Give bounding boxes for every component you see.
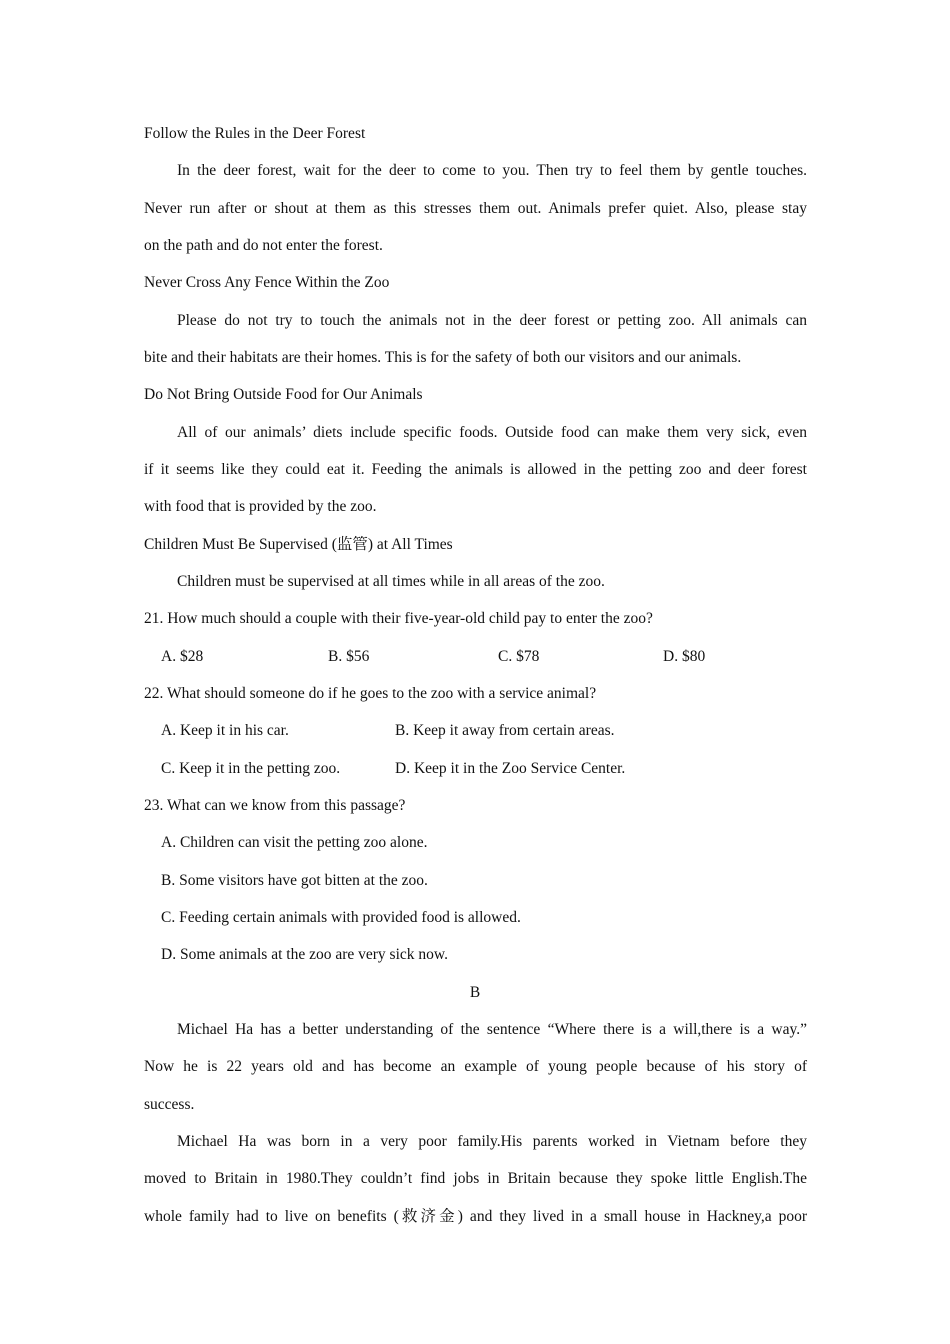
question-23-stem: 23. What can we know from this passage? <box>144 797 406 814</box>
section-heading-children: Children Must Be Supervised (监管) at All Times <box>144 536 453 553</box>
paragraph-line: All of our animals’ diets include specific foods. Outside food can make them very sick, even <box>177 424 807 441</box>
question-21-stem: 21. How much should a couple with their five-year-old child pay to enter the zoo? <box>144 610 653 627</box>
paragraph-line: bite and their habitats are their homes. This is for the safety of both our visitors and our animals. <box>144 349 742 366</box>
paragraph-line: on the path and do not enter the forest. <box>144 237 383 254</box>
paragraph-line: whole family had to live on benefits (救济金) and they lived in a small house in Hackney,a poor <box>144 1208 807 1225</box>
paragraph-line: In the deer forest, wait for the deer to come to you. Then try to feel them by gentle touches. <box>177 162 807 179</box>
paragraph-line: if it seems like they could eat it. Feeding the animals is allowed in the petting zoo and deer forest <box>144 461 807 478</box>
question-23-option-c: C. Feeding certain animals with provided food is allowed. <box>161 909 521 926</box>
question-22-option-c: C. Keep it in the petting zoo. <box>161 760 341 777</box>
section-b-heading: B <box>469 984 481 1001</box>
question-21-option-b: B. $56 <box>328 648 370 665</box>
paragraph-line: Children must be supervised at all times while in all areas of the zoo. <box>177 573 605 590</box>
question-21-option-a: A. $28 <box>161 648 204 665</box>
section-heading-outside-food: Do Not Bring Outside Food for Our Animals <box>144 386 423 403</box>
paragraph-line: success. <box>144 1096 195 1113</box>
paragraph-line: Michael Ha has a better understanding of the sentence “Where there is a will,there is a way.” <box>177 1021 807 1038</box>
paragraph-line: moved to Britain in 1980.They couldn’t find jobs in Britain because they spoke little English.The <box>144 1170 807 1187</box>
paragraph-line: with food that is provided by the zoo. <box>144 498 377 515</box>
paragraph-line: Now he is 22 years old and has become an example of young people because of his story of <box>144 1058 807 1075</box>
question-22-stem: 22. What should someone do if he goes to the zoo with a service animal? <box>144 685 597 702</box>
question-22-option-a: A. Keep it in his car. <box>161 722 289 739</box>
question-21-option-d: D. $80 <box>663 648 706 665</box>
paragraph-line: Never run after or shout at them as this stresses them out. Animals prefer quiet. Also, please stay <box>144 200 807 217</box>
question-23-option-a: A. Children can visit the petting zoo alone. <box>161 834 428 851</box>
question-22-option-d: D. Keep it in the Zoo Service Center. <box>395 760 626 777</box>
paragraph-line: Please do not try to touch the animals not in the deer forest or petting zoo. All animals can <box>177 312 807 329</box>
question-23-option-b: B. Some visitors have got bitten at the zoo. <box>161 872 428 889</box>
question-23-option-d: D. Some animals at the zoo are very sick now. <box>161 946 448 963</box>
section-heading-deer-forest: Follow the Rules in the Deer Forest <box>144 125 366 142</box>
question-22-option-b: B. Keep it away from certain areas. <box>395 722 615 739</box>
section-heading-fence: Never Cross Any Fence Within the Zoo <box>144 274 390 291</box>
question-21-option-c: C. $78 <box>498 648 540 665</box>
paragraph-line: Michael Ha was born in a very poor family.His parents worked in Vietnam before they <box>177 1133 807 1150</box>
